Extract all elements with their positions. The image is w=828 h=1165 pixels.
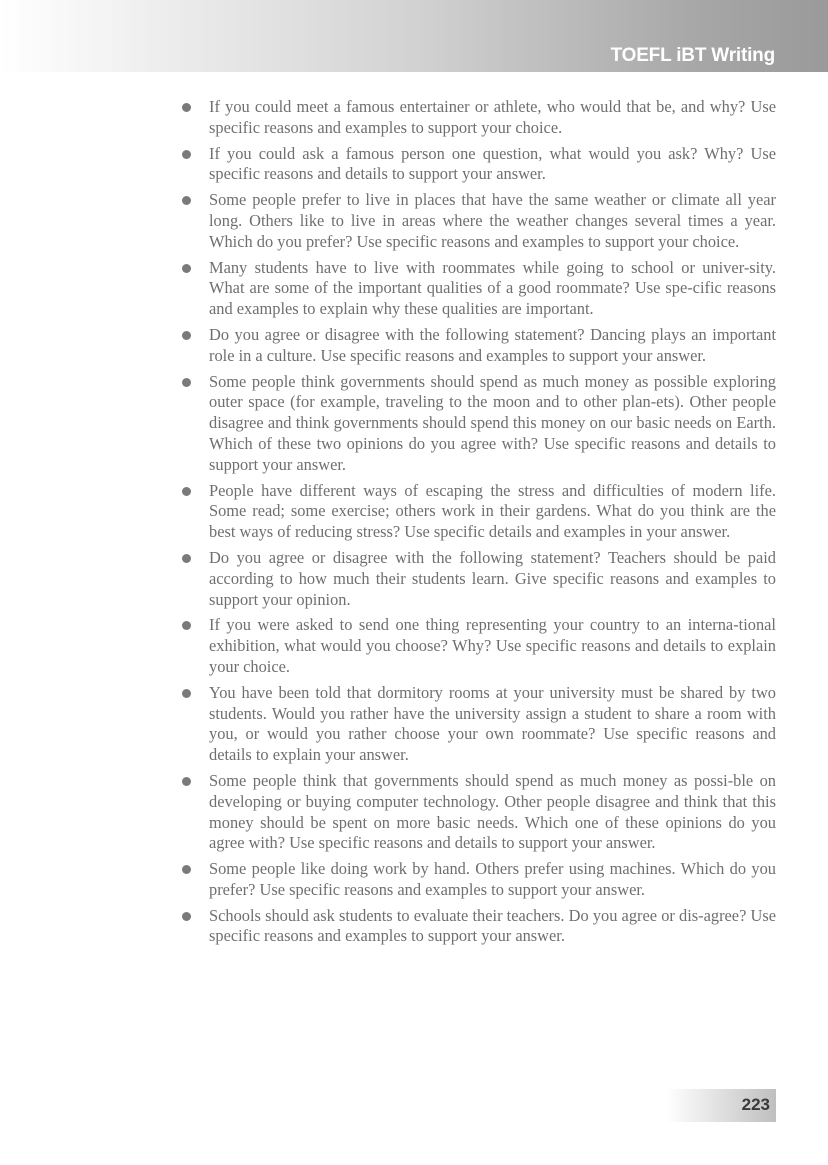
item-text: If you could ask a famous person one question, what would you ask? Why? Use specific reasons and details to support your answer.	[209, 143, 776, 184]
bullet-icon	[182, 378, 191, 387]
item-text: Some people prefer to live in places that have the same weather or climate all year long. Others like to live in areas where the weather changes several times a year. Which do you prefer? Use specific reasons and examples to support your choice.	[209, 190, 776, 251]
page-number: 223	[741, 1095, 770, 1114]
bullet-icon	[182, 264, 191, 273]
bullet-icon	[182, 150, 191, 159]
bullet-icon	[182, 331, 191, 340]
item-text: You have been told that dormitory rooms at your university must be shared by two students. Would you rather have the university assign a student to share a room with you, or would you rather choose your own roommate? Use specific reasons and details to explain your answer.	[209, 682, 776, 765]
item-text: Do you agree or disagree with the following statement? Teachers should be paid according to how much their students learn. Give specific reasons and examples to support your opinion.	[209, 547, 776, 609]
item-text: If you could meet a famous entertainer or athlete, who would that be, and why? Use specific reasons and examples to support your choice.	[209, 97, 776, 137]
item-text: Many students have to live with roommates while going to school or univer-sity. What are some of the important qualities of a good roommate? Use spe-cific reasons and examples to explain why these qualities are important.	[209, 257, 776, 319]
list-item	[182, 258, 776, 320]
list-item	[182, 548, 776, 610]
bullet-icon	[182, 487, 191, 496]
list-item	[182, 771, 776, 854]
item-text: Some people think governments should spend as much money as possible exploring outer space (for example, traveling to the moon and to other plan-ets). Other people disagree and think governments should spend this money on our basic needs on Earth. Which of these two opinions do you agree with? Use specific reasons and details to support your answer.	[209, 371, 776, 474]
item-text: Schools should ask students to evaluate their teachers. Do you agree or dis-agree? Use specific reasons and examples to support your answer.	[209, 905, 776, 946]
list-item	[182, 97, 776, 139]
item-text: Some people think that governments should spend as much money as possi-ble on developing or buying computer technology. Other people disagree and think that this money should be spent on more basic needs. Which one of these opinions do you agree with? Use specific reasons and details to support your answer.	[209, 770, 776, 853]
list-item	[182, 190, 776, 252]
list-item	[182, 683, 776, 766]
question-list	[182, 97, 776, 952]
list-item	[182, 906, 776, 948]
bullet-icon	[182, 554, 191, 563]
running-header-title: TOEFL iBT Writing	[610, 45, 775, 66]
list-item	[182, 859, 776, 901]
item-text: Do you agree or disagree with the following statement? Dancing plays an important role in a culture. Use specific reasons and examples to support your answer.	[209, 324, 776, 365]
item-text: If you were asked to send one thing representing your country to an interna-tional exhibition, what would you choose? Why? Use specific reasons and details to explain your choice.	[209, 615, 776, 676]
item-text: People have different ways of escaping the stress and difficulties of modern life. Some read; some exercise; others work in their gardens. What do you think are the best ways of reducing stress? Use specific details and examples in your answer.	[209, 480, 776, 542]
list-item	[182, 481, 776, 543]
list-item	[182, 615, 776, 677]
bullet-icon	[182, 621, 191, 630]
bullet-icon	[182, 865, 191, 874]
bullet-icon	[182, 777, 191, 786]
list-item	[182, 325, 776, 367]
header-band	[0, 0, 828, 72]
page-number-box	[666, 1089, 776, 1122]
bullet-icon	[182, 103, 191, 112]
bullet-icon	[182, 196, 191, 205]
bullet-icon	[182, 689, 191, 698]
item-text: Some people like doing work by hand. Others prefer using machines. Which do you prefer? Use specific reasons and examples to support your answer.	[209, 859, 776, 899]
list-item	[182, 144, 776, 186]
bullet-icon	[182, 912, 191, 921]
list-item	[182, 372, 776, 476]
